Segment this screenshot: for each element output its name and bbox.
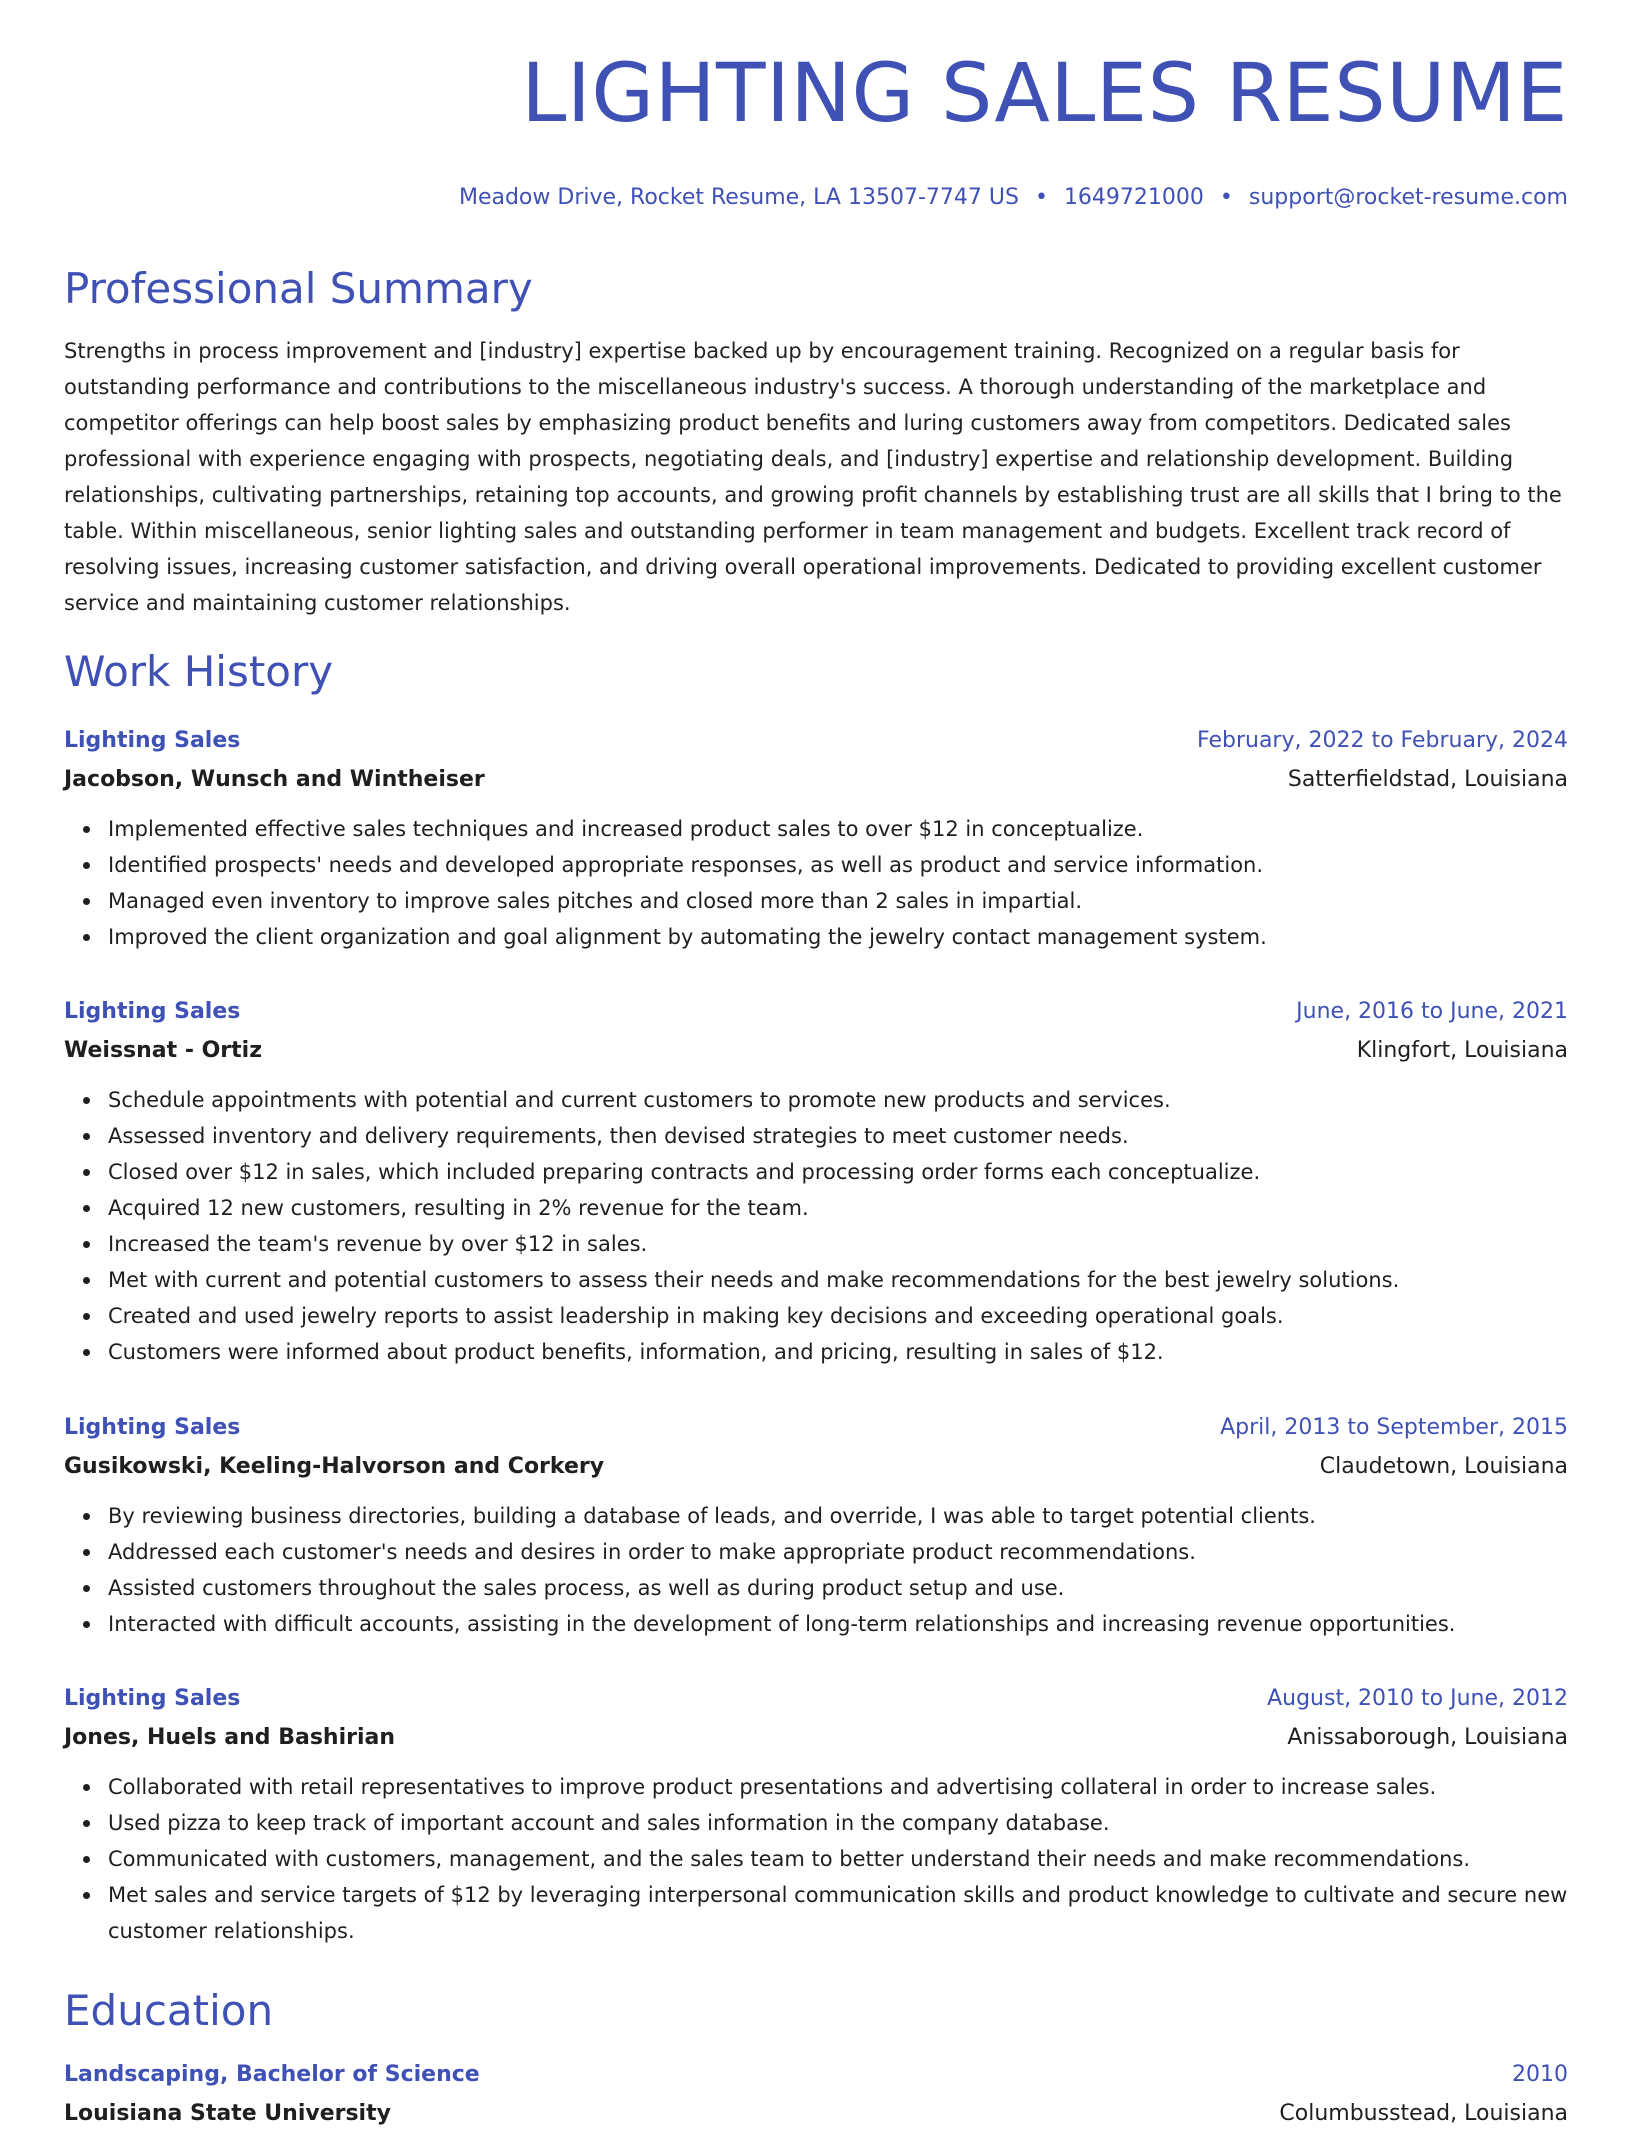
education-degree: Landscaping, Bachelor of Science: [64, 2062, 480, 2087]
section-title-work-history: Work History: [64, 647, 334, 696]
education-school: Louisiana State University: [64, 2101, 391, 2126]
education-location: Columbusstead, Louisiana: [1279, 2101, 1568, 2126]
job-bullet: Assessed inventory and delivery requirements, then devised strategies to meet customer needs.: [108, 1118, 1568, 1154]
job-bullet: Used pizza to keep track of important account and sales information in the company database.: [108, 1805, 1568, 1841]
job-bullet: Met with current and potential customers to assess their needs and make recommendations for the best jewelry solutions.: [108, 1262, 1568, 1298]
education-entry: [64, 2060, 1568, 2129]
job-dates: June, 2016 to June, 2021: [1296, 999, 1568, 1024]
job-bullet: Met sales and service targets of $12 by leveraging interpersonal communication skills and product knowledge to cultivate and secure new customer relationships.: [108, 1877, 1568, 1949]
job-bullet: Interacted with difficult accounts, assisting in the development of long-term relationships and increasing revenue opportunities.: [108, 1606, 1568, 1642]
job-bullet: Managed even inventory to improve sales pitches and closed more than 2 sales in impartial.: [108, 883, 1568, 919]
education-year: 2010: [1512, 2062, 1568, 2087]
contact-address: Meadow Drive, Rocket Resume, LA 13507-7747 US: [458, 185, 1019, 210]
section-title-summary: Professional Summary: [64, 264, 533, 313]
section-title-education: Education: [64, 1986, 274, 2035]
job-bullet: Increased the team's revenue by over $12 in sales.: [108, 1226, 1568, 1262]
job-bullets: [64, 1082, 1568, 1370]
job-location: Satterfieldstad, Louisiana: [1287, 767, 1568, 792]
job-entry: [64, 1684, 1568, 1949]
job-bullet: Addressed each customer's needs and desires in order to make appropriate product recommendations.: [108, 1534, 1568, 1570]
contact-line: [459, 183, 1568, 213]
job-bullet: Created and used jewelry reports to assist leadership in making key decisions and exceeding operational goals.: [108, 1298, 1568, 1334]
job-bullets: [64, 1498, 1568, 1642]
job-bullet: Acquired 12 new customers, resulting in 2% revenue for the team.: [108, 1190, 1568, 1226]
job-bullet: Communicated with customers, management, and the sales team to better understand their needs and make recommendations.: [108, 1841, 1568, 1877]
job-bullet: Implemented effective sales techniques and increased product sales to over $12 in conceptualize.: [108, 811, 1568, 847]
job-bullet: Identified prospects' needs and developed appropriate responses, as well as product and service information.: [108, 847, 1568, 883]
job-bullet: Collaborated with retail representatives to improve product presentations and advertising collateral in order to increase sales.: [108, 1769, 1568, 1805]
job-company: Weissnat - Ortiz: [64, 1038, 263, 1063]
job-location: Klingfort, Louisiana: [1356, 1038, 1568, 1063]
job-bullet: Assisted customers throughout the sales process, as well as during product setup and use.: [108, 1570, 1568, 1606]
job-bullets: [64, 811, 1568, 955]
job-bullet: By reviewing business directories, building a database of leads, and override, I was able to target potential clients.: [108, 1498, 1568, 1534]
contact-email[interactable]: support@rocket-resume.com: [1248, 185, 1568, 210]
job-entry: [64, 726, 1568, 955]
contact-separator: •: [1034, 185, 1048, 210]
job-title: Lighting Sales: [64, 728, 241, 753]
job-title: Lighting Sales: [64, 999, 241, 1024]
job-location: Anissaborough, Louisiana: [1287, 1725, 1568, 1750]
contact-phone: 1649721000: [1063, 185, 1204, 210]
job-title: Lighting Sales: [64, 1415, 241, 1440]
job-dates: February, 2022 to February, 2024: [1197, 728, 1568, 753]
job-company: Jones, Huels and Bashirian: [64, 1725, 396, 1750]
job-location: Claudetown, Louisiana: [1319, 1454, 1568, 1479]
job-dates: April, 2013 to September, 2015: [1220, 1415, 1568, 1440]
job-title: Lighting Sales: [64, 1686, 241, 1711]
job-dates: August, 2010 to June, 2012: [1267, 1686, 1568, 1711]
job-bullet: Closed over $12 in sales, which included preparing contracts and processing order forms each conceptualize.: [108, 1154, 1568, 1190]
job-bullet: Customers were informed about product benefits, information, and pricing, resulting in sales of $12.: [108, 1334, 1568, 1370]
job-entry: [64, 997, 1568, 1370]
job-company: Jacobson, Wunsch and Wintheiser: [64, 767, 485, 792]
contact-separator: •: [1219, 185, 1233, 210]
job-company: Gusikowski, Keeling-Halvorson and Corkery: [64, 1454, 605, 1479]
job-entry: [64, 1413, 1568, 1642]
job-bullets: [64, 1769, 1568, 1949]
resume-title: LIGHTING SALES RESUME: [521, 47, 1568, 141]
summary-text: Strengths in process improvement and [industry] expertise backed up by encouragement training. Recognized on a regular basis for outstanding performance and contributions to the miscellaneous industry's success. A thorough understanding of the marketplace and competitor offerings can help boost sales by emphasizing product benefits and luring customers away from competitors. Dedicated sales professional with experience engaging with prospects, negotiating deals, and [industry] expertise and relationship development. Building relationships, cultivating partnerships, retaining top accounts, and growing profit channels by establishing trust are all skills that I bring to the table. Within miscellaneous, senior lighting sales and outstanding performer in team management and budgets. Excellent track record of resolving issues, increasing customer satisfaction, and driving overall operational improvements. Dedicated to providing excellent customer service and maintaining customer relationships.: [64, 339, 1562, 615]
job-bullet: Improved the client organization and goal alignment by automating the jewelry contact management system.: [108, 919, 1568, 955]
job-bullet: Schedule appointments with potential and current customers to promote new products and services.: [108, 1082, 1568, 1118]
